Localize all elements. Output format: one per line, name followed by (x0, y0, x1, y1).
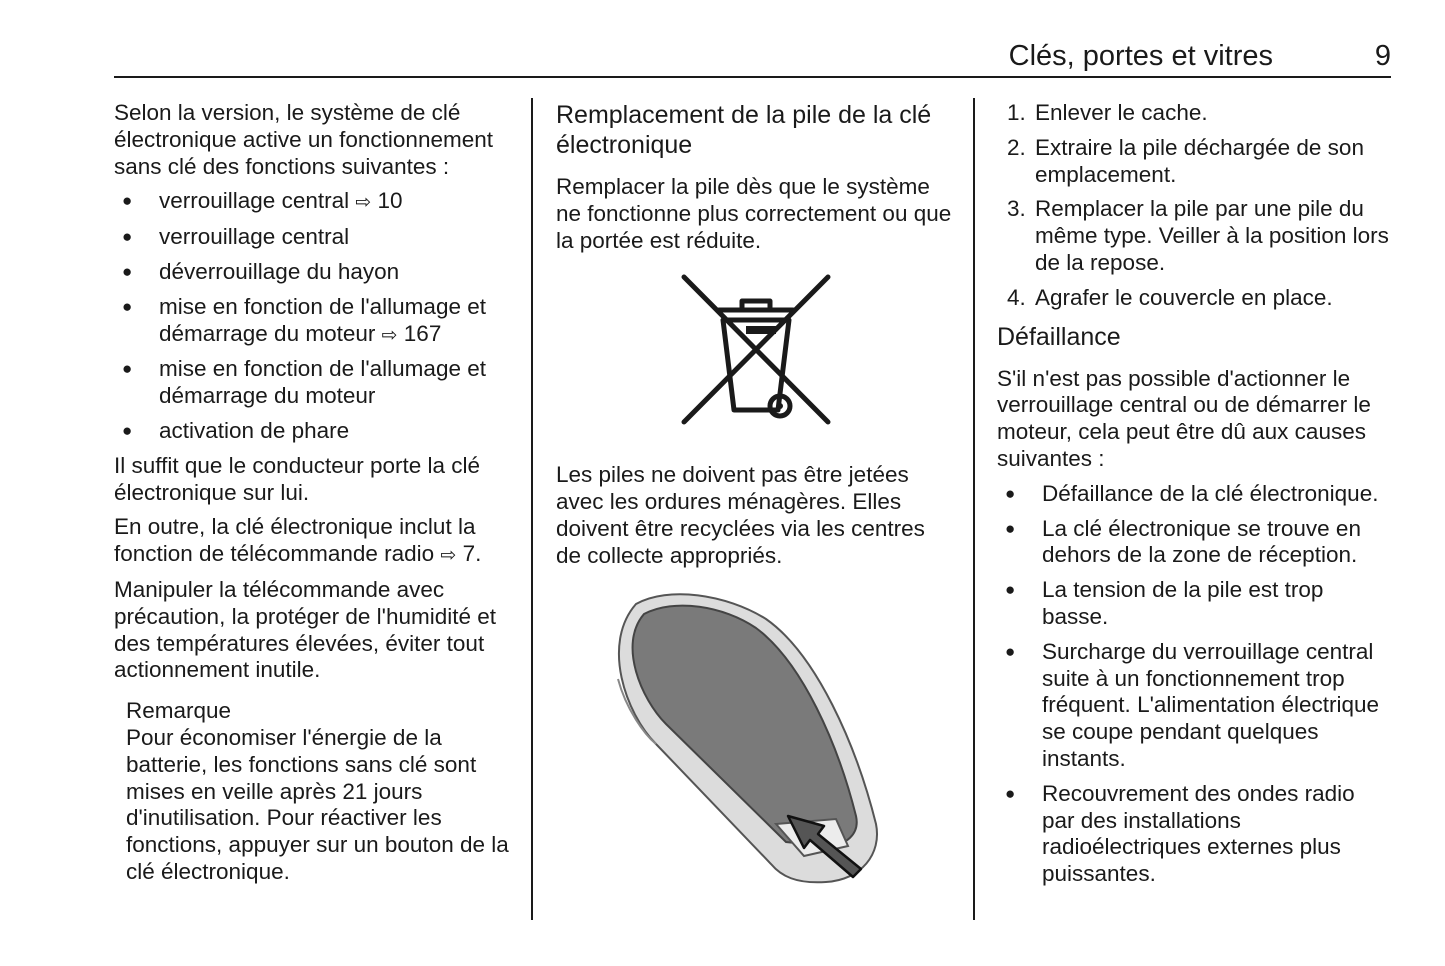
list-item: ● Défaillance de la clé électronique. (997, 481, 1392, 508)
failure-causes-list (997, 481, 1392, 888)
note-box (126, 698, 514, 886)
header-title: Clés, portes et vitres (1008, 40, 1273, 72)
column-left (114, 100, 514, 886)
key-fob-figure (556, 584, 956, 894)
list-item: ● La tension de la pile est trop basse. (997, 577, 1392, 631)
page-ref-icon[interactable]: ⇨ (381, 323, 398, 346)
page-number: 9 (1374, 40, 1391, 72)
list-item: ● verrouillage central (114, 224, 514, 251)
list-item: ● mise en fonction de l'allumage et démarrage du moteur ⇨ 167 (114, 294, 514, 349)
list-item: ● mise en fonction de l'allumage et démarrage du moteur (114, 356, 514, 410)
page-ref-icon[interactable]: ⇨ (440, 544, 457, 567)
column-right (997, 100, 1392, 896)
list-item: ● activation de phare (114, 418, 514, 445)
page-ref-icon[interactable]: ⇨ (355, 191, 372, 214)
page-ref-number[interactable]: 167 (397, 320, 442, 346)
page-ref-number[interactable]: 7. (456, 541, 482, 567)
column-divider-left (531, 98, 533, 920)
list-item: ● déverrouillage du hayon (114, 259, 514, 286)
note-title: Remarque (126, 698, 232, 724)
recycle-figure (556, 272, 956, 432)
paragraph: En outre, la clé électronique inclut la fonction de télécommande radio ⇨ 7. (114, 514, 482, 567)
section-heading: Remplacement de la pile de la clé électronique (556, 101, 932, 159)
header-rule (114, 76, 1391, 78)
paragraph: Il suffit que le conducteur porte la clé électronique sur lui. (114, 452, 481, 505)
section-heading: Défaillance (997, 322, 1121, 351)
list-item: ● Recouvrement des ondes radio par des installations radioélectriques externes plus puissantes. (997, 781, 1392, 888)
list-item: 3. Remplacer la pile par une pile du même type. Veiller à la position lors de la repose. (1007, 196, 1389, 275)
intro-paragraph: Selon la version, le système de clé électronique active un fonctionnement sans clé des fonctions suivantes : (114, 100, 493, 179)
keyless-functions-list (114, 188, 514, 444)
battery-steps-list (997, 100, 1392, 312)
list-item: 4. Agrafer le couvercle en place. (1007, 284, 1333, 310)
crossed-out-wheeled-bin-icon (676, 272, 836, 432)
electronic-key-fob-illustration (556, 584, 956, 894)
note-text: Pour économiser l'énergie de la batterie, les fonctions sans clé sont mises en veille après 21 jours d'inutilisation. Pour réactiver les fonctions, appuyer sur un bouton de la clé électronique. (126, 724, 509, 884)
list-item: ● verrouillage central ⇨ 10 (114, 188, 514, 216)
paragraph: Remplacer la pile dès que le système ne fonctionne plus correctement ou que la portée est réduite. (556, 174, 952, 253)
paragraph: S'il n'est pas possible d'actionner le verrouillage central ou de démarrer le moteur, cela peut être dû aux causes suivantes : (997, 365, 1371, 471)
paragraph: Les piles ne doivent pas être jetées avec les ordures ménagères. Elles doivent être recyclées via les centres de collecte appropriés. (556, 462, 925, 568)
page-ref-number[interactable]: 10 (371, 188, 403, 214)
column-middle (556, 100, 956, 894)
paragraph: Manipuler la télécommande avec précaution, la protéger de l'humidité et des températures élevées, éviter tout actionnement inutile. (114, 576, 497, 683)
list-item: ● Surcharge du verrouillage central suite à un fonctionnement trop fréquent. L'alimentation électrique se coupe pendant quelques instants. (997, 639, 1392, 773)
list-item: 1. Enlever le cache. (1007, 100, 1208, 125)
list-item: ● La clé électronique se trouve en dehors de la zone de réception. (997, 516, 1392, 570)
list-item: 2. Extraire la pile déchargée de son emplacement. (1007, 134, 1364, 187)
column-divider-right (973, 98, 975, 920)
